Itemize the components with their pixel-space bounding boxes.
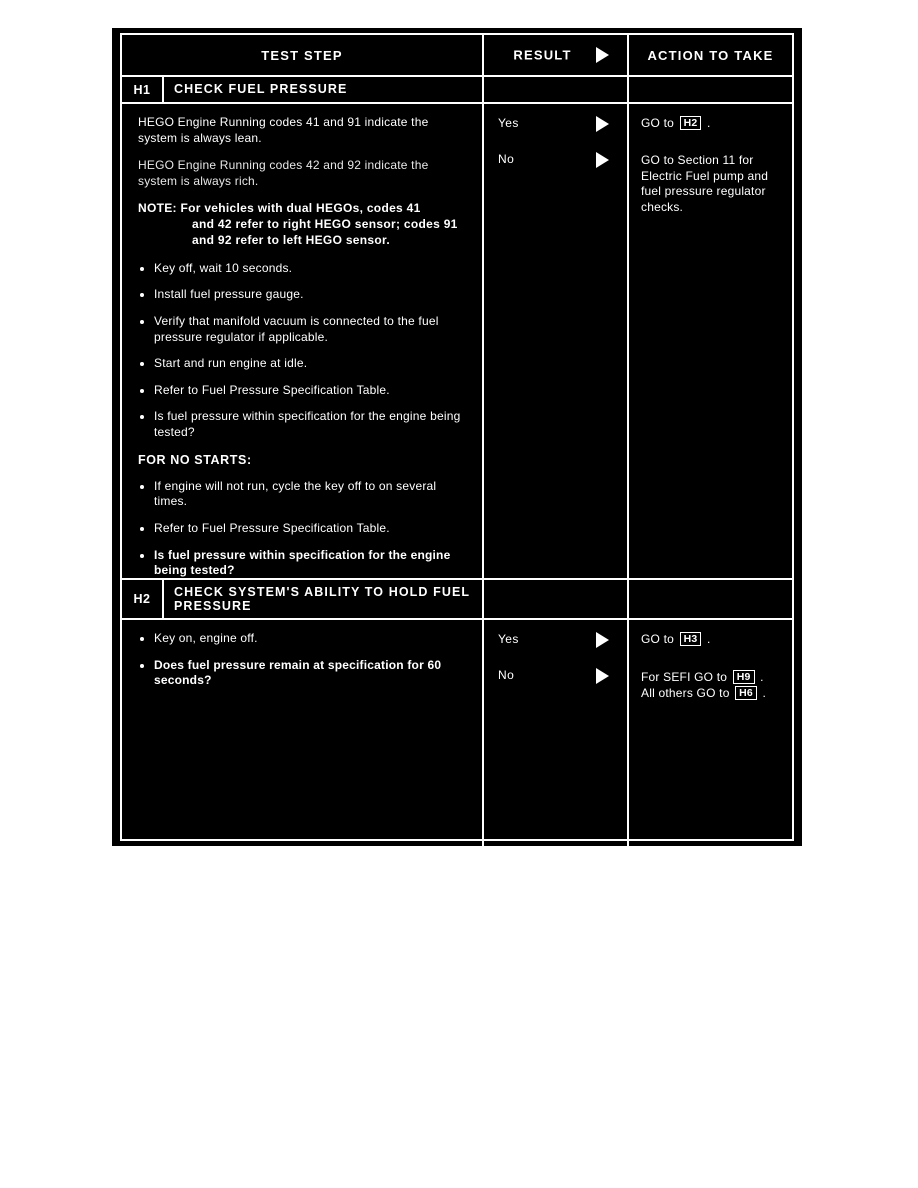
- section-h1-note: [138, 201, 468, 248]
- section-h2-test-content: [122, 620, 482, 710]
- table-header-row: [122, 35, 792, 77]
- action-no-text-2: All others GO to: [641, 685, 730, 700]
- list-item: Verify that manifold vacuum is connected to the fuel pressure regulator if applicable.: [138, 314, 468, 345]
- step-reference-h2[interactable]: H2: [680, 116, 702, 130]
- section-h1-result-cell: [484, 104, 629, 578]
- step-reference-h6[interactable]: H6: [735, 686, 757, 700]
- step-reference-h9[interactable]: H9: [733, 670, 755, 684]
- triangle-right-icon: [596, 152, 609, 168]
- section-h2-title-row: [122, 580, 792, 620]
- action-yes: [641, 632, 782, 648]
- section-h2-title-cell: [122, 580, 484, 618]
- triangle-right-icon: [596, 668, 609, 684]
- list-item: Is fuel pressure within specification for the engine being tested?: [138, 409, 468, 440]
- action-no-line2: [641, 686, 782, 702]
- section-h1-test-content: [122, 104, 482, 600]
- header-result-label: RESULT: [513, 47, 572, 63]
- section-h1-test-cell: [122, 104, 484, 578]
- list-item: Does fuel pressure remain at specification for 60 seconds?: [138, 658, 468, 689]
- result-row-yes: [484, 632, 627, 668]
- list-item: If engine will not run, cycle the key off to on several times.: [138, 479, 468, 510]
- section-h1-subheading: FOR NO STARTS:: [138, 452, 252, 467]
- header-cell-result: [484, 35, 629, 75]
- triangle-right-icon: [596, 116, 609, 132]
- triangle-right-icon: [596, 632, 609, 648]
- section-h1-title-row: [122, 77, 792, 104]
- section-h1-paragraph-2: HEGO Engine Running codes 42 and 92 indicate the system is always rich.: [138, 158, 429, 188]
- header-test-step-label: TEST STEP: [261, 47, 343, 63]
- section-h1-result-spacer: [484, 77, 629, 102]
- section-h2-body-row: [122, 620, 792, 876]
- section-h2-action-cell: [629, 620, 792, 876]
- section-h2-action-spacer: [629, 580, 792, 618]
- section-h1-action-spacer: [629, 77, 792, 102]
- result-row-yes: [484, 116, 627, 152]
- section-h1-paragraph-1: HEGO Engine Running codes 41 and 91 indicate the system is always lean.: [138, 115, 429, 145]
- list-item: Refer to Fuel Pressure Specification Table.: [138, 521, 468, 537]
- list-item: Is fuel pressure within specification for the engine being tested?: [138, 548, 468, 579]
- triangle-right-icon: [596, 47, 609, 63]
- action-no-suffix-2: .: [762, 685, 767, 700]
- diagnostic-chart-table: [120, 33, 794, 841]
- list-item: Key off, wait 10 seconds.: [138, 261, 468, 277]
- action-yes-text: GO to: [641, 632, 675, 646]
- section-h1-title: CHECK FUEL PRESSURE: [174, 82, 348, 97]
- section-h2-bullet-list: [138, 631, 468, 689]
- section-h1-bullet-list: [138, 261, 468, 441]
- section-h1-steptitle: [122, 77, 482, 102]
- section-h1-note-line1: NOTE: For vehicles with dual HEGOs, codes 41: [138, 201, 421, 216]
- list-item: Key on, engine off.: [138, 631, 468, 647]
- action-no: [641, 670, 782, 702]
- action-no: [641, 153, 782, 216]
- step-reference-h3[interactable]: H3: [680, 632, 702, 646]
- section-h1-results: [484, 104, 627, 578]
- action-yes: [641, 116, 782, 132]
- action-no-text: GO to Section 11 for Electric Fuel pump and fuel pressure regulator checks.: [641, 152, 769, 215]
- result-label-no: No: [498, 152, 515, 166]
- header-cell-test-step: [122, 35, 484, 75]
- section-h1-body-row: [122, 104, 792, 580]
- result-label-yes: Yes: [498, 632, 519, 646]
- section-h2-title: CHECK SYSTEM'S ABILITY TO HOLD FUEL PRESSURE: [174, 584, 470, 613]
- section-h2-results: [484, 620, 627, 876]
- list-item: Install fuel pressure gauge.: [138, 287, 468, 303]
- section-h1-title-cell: [122, 77, 484, 102]
- list-item: Start and run engine at idle.: [138, 356, 468, 372]
- action-no-suffix: .: [760, 669, 764, 684]
- action-yes-text: GO to: [641, 116, 675, 130]
- result-label-no: No: [498, 668, 515, 682]
- section-h1-id: H1: [122, 77, 164, 102]
- result-row-no: [484, 152, 627, 188]
- section-h1-bullet-list-2: [138, 479, 468, 579]
- result-label-yes: Yes: [498, 116, 519, 130]
- section-h1-action-cell: [629, 104, 792, 578]
- action-yes-suffix: .: [706, 116, 711, 130]
- section-h2-id: H2: [122, 580, 164, 618]
- section-h2-actions: [629, 620, 792, 725]
- section-h2-test-cell: [122, 620, 484, 876]
- header-action-label: ACTION TO TAKE: [647, 47, 774, 63]
- header-cell-action: [629, 35, 792, 75]
- section-h2-result-cell: [484, 620, 629, 876]
- section-h1-note-line2: and 42 refer to right HEGO sensor; codes 91 and 92 refer to left HEGO sensor.: [192, 217, 458, 248]
- section-h1-actions: [629, 104, 792, 240]
- action-no-line1: [641, 670, 782, 686]
- section-h2-steptitle: [122, 580, 482, 618]
- result-row-no: [484, 668, 627, 704]
- section-h2-result-spacer: [484, 580, 629, 618]
- action-no-text: For SEFI GO to: [641, 669, 728, 684]
- action-yes-suffix: .: [706, 632, 711, 646]
- list-item: Refer to Fuel Pressure Specification Table.: [138, 383, 468, 399]
